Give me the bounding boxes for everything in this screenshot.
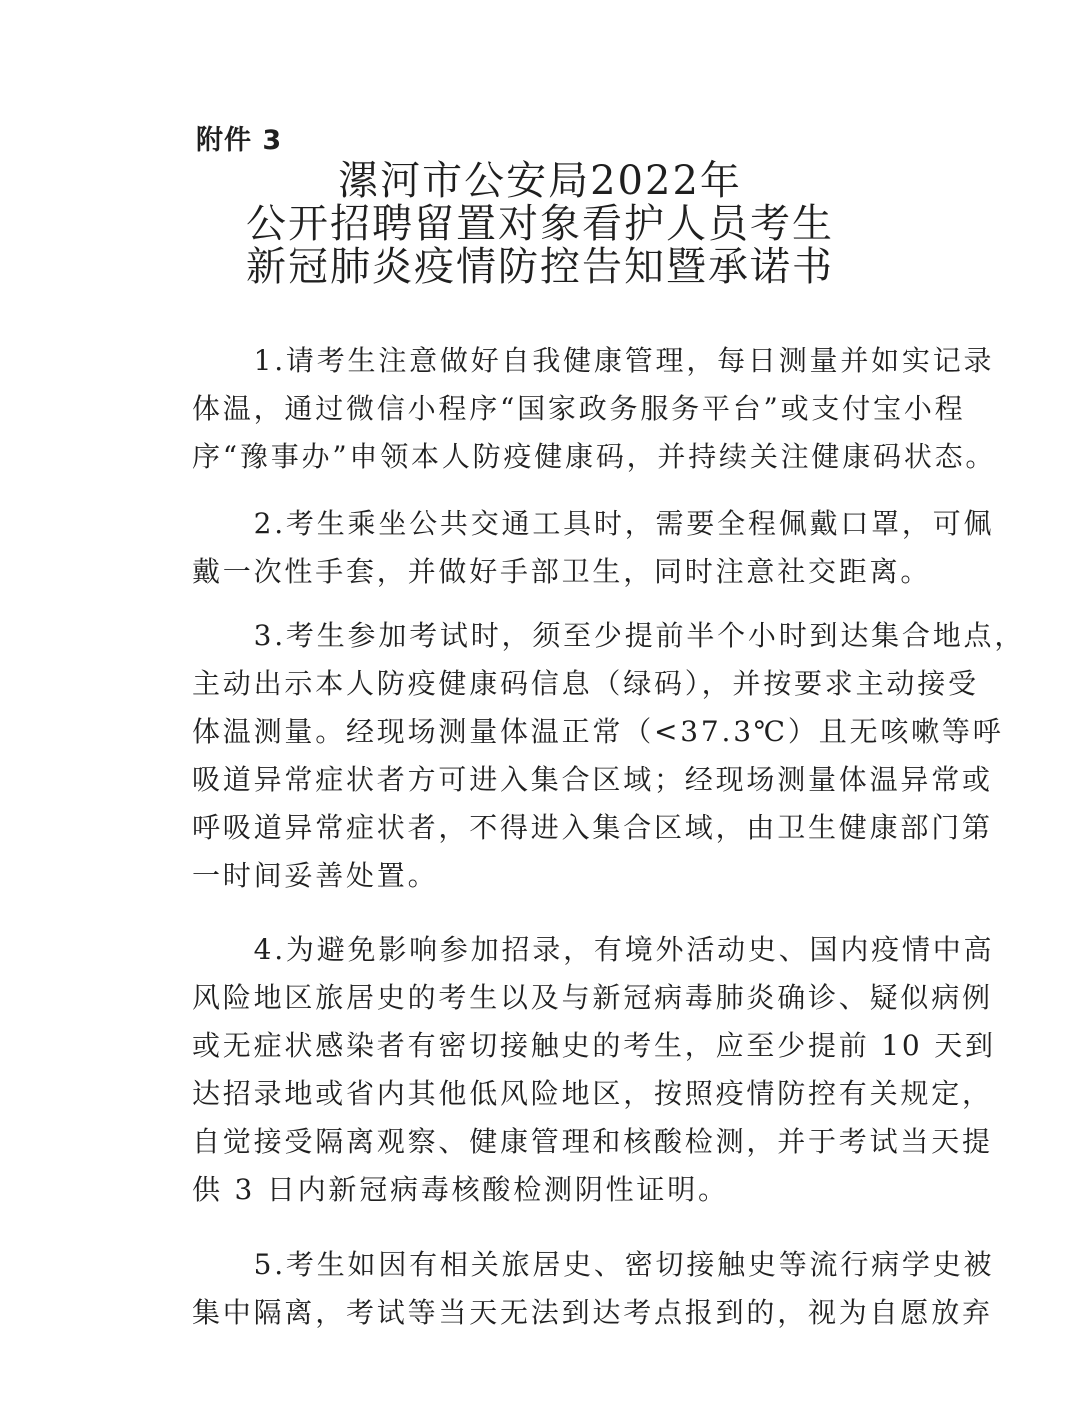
paragraph-line: 自觉接受隔离观察、健康管理和核酸检测，并于考试当天提 <box>192 1125 993 1158</box>
title-line-1: 漯河市公安局2022年 <box>338 158 742 204</box>
paragraph-1 <box>192 337 997 481</box>
paragraph-4 <box>192 926 996 1214</box>
paragraph-line: 吸道异常症状者方可进入集合区域；经现场测量体温异常或 <box>192 763 993 796</box>
paragraph-line: 戴一次性手套，并做好手部卫生，同时注意社交距离。 <box>192 555 932 588</box>
paragraph-line: 体温，通过微信小程序“国家政务服务平台”或支付宝小程 <box>192 392 966 425</box>
paragraph-line: 体温测量。经现场测量体温正常（<37.3℃）且无咳嗽等呼 <box>192 715 1004 748</box>
paragraph-line: 或无症状感染者有密切接触史的考生，应至少提前 10 天到 <box>192 1029 996 1062</box>
title-line-2: 公开招聘留置对象看护人员考生 <box>246 201 834 247</box>
paragraph-line: 主动出示本人防疫健康码信息（绿码），并按要求主动接受 <box>192 667 979 700</box>
paragraph-3 <box>192 612 1026 900</box>
paragraph-line: 3.考生参加考试时，须至少提前半个小时到达集合地点， <box>192 619 1026 652</box>
paragraph-line: 集中隔离，考试等当天无法到达考点报到的，视为自愿放弃 <box>192 1296 993 1329</box>
paragraph-line: 1.请考生注意做好自我健康管理，每日测量并如实记录 <box>192 344 995 377</box>
paragraph-line: 供 3 日内新冠病毒核酸检测阴性证明。 <box>192 1173 729 1206</box>
attachment-label: 附件 3 <box>196 125 283 156</box>
paragraph-line: 2.考生乘坐公共交通工具时，需要全程佩戴口罩，可佩 <box>192 507 995 540</box>
title-line-3: 新冠肺炎疫情防控告知暨承诺书 <box>246 244 834 290</box>
paragraph-line: 4.为避免影响参加招录，有境外活动史、国内疫情中高 <box>192 933 995 966</box>
paragraph-2 <box>192 500 995 596</box>
paragraph-line: 达招录地或省内其他低风险地区，按照疫情防控有关规定， <box>192 1077 993 1110</box>
paragraph-line: 风险地区旅居史的考生以及与新冠病毒肺炎确诊、疑似病例 <box>192 981 993 1014</box>
paragraph-line: 5.考生如因有相关旅居史、密切接触史等流行病学史被 <box>192 1248 995 1281</box>
paragraph-line: 序“豫事办”申领本人防疫健康码，并持续关注健康码状态。 <box>192 440 997 473</box>
paragraph-line: 一时间妥善处置。 <box>192 859 439 892</box>
paragraph-line: 呼吸道异常症状者，不得进入集合区域，由卫生健康部门第 <box>192 811 993 844</box>
paragraph-5 <box>192 1241 995 1337</box>
